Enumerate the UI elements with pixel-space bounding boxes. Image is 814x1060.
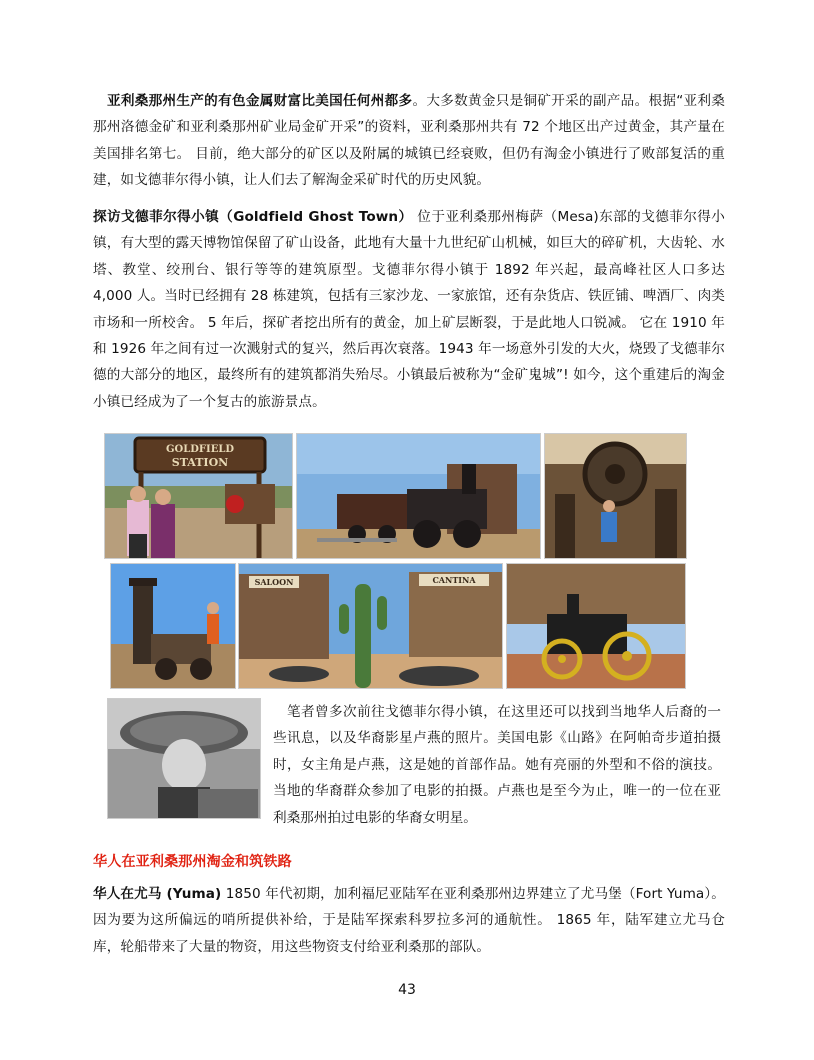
photo-caption: 笔者曾多次前往戈德菲尔得小镇，在这里还可以找到当地华人后裔的一些讯息，以及华裔影星卢燕的照片。美国电影《山路》在阿帕奇步道拍摄时，女主角是卢燕，这是她的首部作品。她有亮丽的外型和不俗的演技。当地的华裔群众参加了电影的拍摄。卢燕也是至今为止，唯一的一位在亚利桑那州拍过电影的华裔女明星。 bbox=[273, 704, 721, 826]
yuma-body: 1850 年代初期，加利福尼亚陆军在亚利桑那州边界建立了尤马堡（Fort Yuma）。因为要为这所偏远的哨所提供补给，于是陆军探索科罗拉多河的通航性。 1865 年，陆军建立尤马仓库，轮船带来了大量的物资，用这些物资支付给亚利桑那的部队。 bbox=[93, 886, 725, 955]
photo-goldfield-station-couple bbox=[104, 433, 293, 559]
photo-steam-tractor bbox=[506, 563, 686, 689]
cantina-sign: CANTINA bbox=[432, 575, 476, 585]
goldfield-paragraph bbox=[93, 204, 725, 415]
station-sign-line2: STATION bbox=[171, 456, 229, 469]
intro-paragraph bbox=[93, 88, 725, 194]
station-sign-line1: GOLDFIELD bbox=[165, 444, 235, 455]
yuma-bold-lead: 华人在尤马 (Yuma) bbox=[93, 886, 222, 902]
photo-steam-train bbox=[296, 433, 541, 559]
photo-actress-portrait bbox=[107, 698, 261, 819]
goldfield-body: 位于亚利桑那州梅萨（Mesa)东部的戈德菲尔得小镇，有大型的露天博物馆保留了矿山设备，此地有大量十九世纪矿山机械，如巨大的碎矿机，大齿轮、水塔、教堂、绞刑台、银行等等的建筑原型。戈德菲尔得小镇于 1892 年兴起，最高峰社区人口多达 4,000 人。当时已经拥有 28 栋建筑，包括有三家沙龙、一家旅馆，还有杂货店、铁匠铺、啤酒厂、肉类市场和一所校舍。 5 年后，探矿者挖出所有的黄金，加上矿层断裂，于是此地人口锐减。 它在 1910 年和 1926 年之间有过一次溅射式的复兴，然后再次衰落。1943 年一场意外引发的大火，烧毁了戈德菲尔德的大部分的地区，最终所有的建筑都消失殆尽。小镇最后被称为“金矿鬼城”! 如今，这个重建后的淘金小镇已经成为了一个复古的旅游景点。 bbox=[93, 209, 725, 410]
goldfield-bold-lead: 探访戈德菲尔得小镇（Goldfield Ghost Town） bbox=[93, 209, 413, 225]
photo-mine-equipment bbox=[110, 563, 236, 689]
photo-saloon-street bbox=[238, 563, 503, 689]
page-number: 43 bbox=[398, 982, 416, 998]
intro-bold-lead: 亚利桑那州生产的有色金属财富比美国任何州都多 bbox=[107, 93, 413, 109]
saloon-sign: SALOON bbox=[254, 577, 294, 587]
intro-body: 。大多数黄金只是铜矿开采的副产品。根据“亚利桑那州洛德金矿和亚利桑那州矿业局金矿开采”的资料，亚利桑那州共有 72 个地区出产过黄金，其产量在美国排名第七。 目前，绝大部分的矿区以及附属的城镇已经衰败，但仍有淘金小镇进行了败部复活的重建，如戈德菲尔得小镇，让人们去了解淘金采矿时代的历史风貌。 bbox=[93, 93, 726, 189]
photo-mining-machinery bbox=[544, 433, 687, 559]
yuma-paragraph bbox=[93, 881, 725, 960]
section-heading: 华人在亚利桑那州淘金和筑铁路 bbox=[93, 854, 292, 870]
